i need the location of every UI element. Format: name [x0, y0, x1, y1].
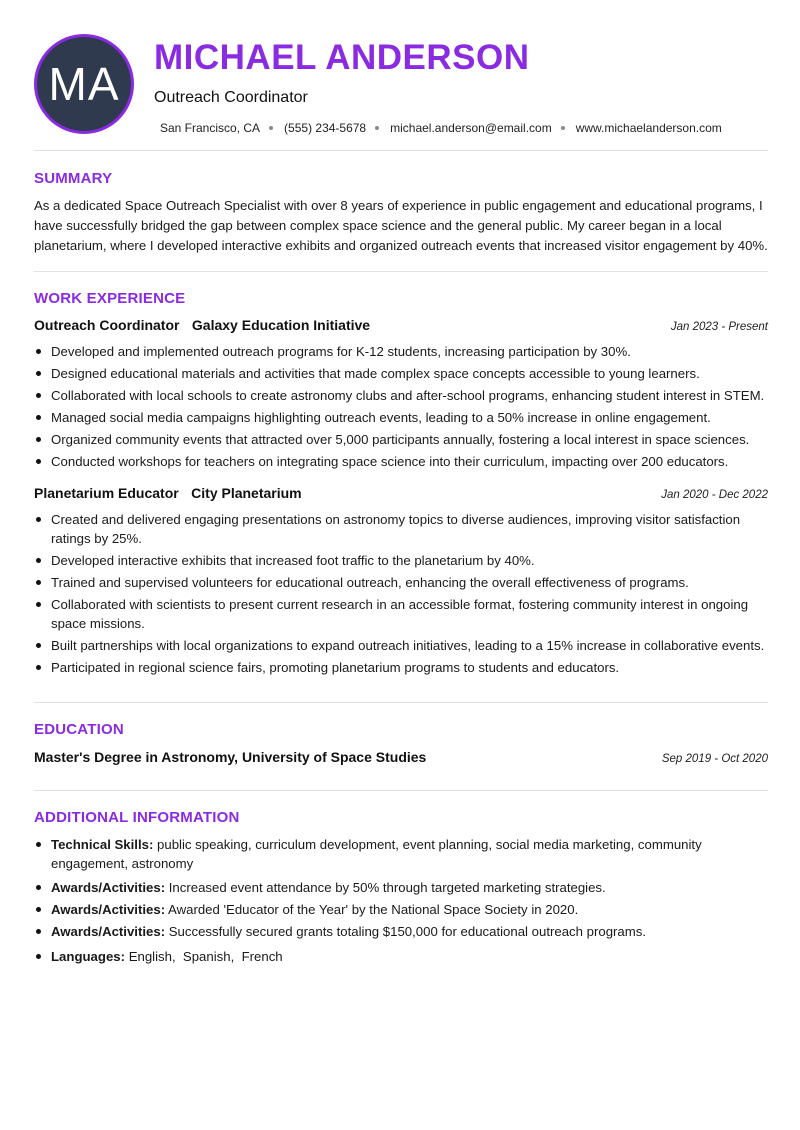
avatar [34, 34, 134, 134]
contact-location: San Francisco, CA [160, 121, 261, 135]
info-value: Awarded 'Educator of the Year' by the National Space Society in 2020. [168, 902, 579, 917]
bullet-icon [36, 371, 41, 376]
separator-dot [561, 126, 565, 130]
summary-section [34, 151, 768, 256]
summary-text: As a dedicated Space Outreach Specialist with over 8 years of experience in public engagement and educational programs, I have successfully bridged the gap between complex space science and the general public. My career began in a local planetarium, where I developed interactive exhibits and organized outreach events that increased visitor engagement by 40%. [34, 198, 768, 253]
bullet-text: Collaborated with scientists to present current research in an accessible format, fostering community interest in ongoing space missions. [51, 597, 749, 631]
contact-info [160, 121, 722, 135]
experience-section [34, 272, 768, 677]
education-section [34, 703, 768, 765]
job-header [34, 317, 768, 335]
job-dates: Jan 2020 - Dec 2022 [661, 489, 768, 501]
section-title-experience: WORK EXPERIENCE [34, 290, 186, 307]
list-item [34, 430, 768, 449]
info-key: Awards/Activities: [51, 880, 166, 895]
bullet-icon [36, 842, 41, 847]
section-title-summary: SUMMARY [34, 170, 113, 187]
job-entry [34, 485, 768, 677]
info-key: Awards/Activities: [51, 902, 166, 917]
bullet-icon [36, 602, 41, 607]
list-item [34, 947, 768, 966]
job-company: Galaxy Education Initiative [191, 317, 371, 333]
list-item [34, 573, 768, 592]
bullet-text: Designed educational materials and activities that made complex space concepts accessible to young learners. [51, 366, 700, 381]
bullet-icon [36, 954, 41, 959]
additional-list [34, 835, 768, 966]
contact-email[interactable]: michael.anderson@email.com [390, 121, 552, 135]
candidate-name: MICHAEL ANDERSON [154, 38, 530, 77]
bullet-icon [36, 907, 41, 912]
bullet-icon [36, 459, 41, 464]
job-bullets [34, 510, 768, 677]
bullet-text: Organized community events that attracted over 5,000 participants annually, fostering a local interest in space sciences. [51, 432, 750, 447]
info-value: Increased event attendance by 50% through targeted marketing strategies. [168, 880, 606, 895]
list-item [34, 636, 768, 655]
list-item [34, 386, 768, 405]
resume-page [34, 0, 768, 966]
list-item [34, 342, 768, 361]
bullet-text: Collaborated with local schools to create astronomy clubs and after-school programs, enhancing student interest in STEM. [51, 388, 765, 403]
list-item [34, 658, 768, 677]
info-key: Languages: [51, 949, 126, 964]
list-item [34, 364, 768, 383]
info-value: English, Spanish, French [128, 949, 283, 964]
bullet-icon [36, 929, 41, 934]
separator-dot [269, 126, 273, 130]
info-key: Awards/Activities: [51, 924, 166, 939]
bullet-text: Developed interactive exhibits that increased foot traffic to the planetarium by 40%. [51, 553, 535, 568]
avatar-initials: MA [48, 58, 120, 110]
education-dates: Sep 2019 - Oct 2020 [661, 753, 768, 765]
separator-dot [375, 126, 379, 130]
contact-phone: (555) 234-5678 [284, 121, 367, 135]
bullet-icon [36, 349, 41, 354]
bullet-icon [36, 665, 41, 670]
list-item [34, 452, 768, 471]
education-degree: Master's Degree in Astronomy, University of Space Studies [34, 749, 427, 765]
info-value: Successfully secured grants totaling $150,000 for educational outreach programs. [168, 924, 646, 939]
education-entry [34, 749, 768, 765]
bullet-text: Built partnerships with local organizations to expand outreach initiatives, leading to a 15% increase in collaborative events. [51, 638, 765, 653]
job-header [34, 485, 768, 503]
job-role: Planetarium Educator [34, 485, 179, 501]
job-company: City Planetarium [191, 485, 302, 501]
bullet-icon [36, 558, 41, 563]
bullet-icon [36, 885, 41, 890]
bullet-text: Created and delivered engaging presentations on astronomy topics to diverse audiences, improving visitor satisfaction ratings by 25%. [51, 512, 741, 546]
info-key: Technical Skills: [51, 837, 154, 852]
list-item [34, 551, 768, 570]
bullet-text: Developed and implemented outreach programs for K-12 students, increasing participation by 30%. [51, 344, 631, 359]
list-item [34, 595, 768, 633]
resume-header [34, 0, 768, 150]
contact-website[interactable]: www.michaelanderson.com [575, 121, 722, 135]
additional-section [34, 791, 768, 966]
job-dates: Jan 2023 - Present [670, 321, 768, 333]
list-item [34, 835, 768, 873]
candidate-title: Outreach Coordinator [154, 89, 308, 106]
bullet-icon [36, 415, 41, 420]
bullet-icon [36, 393, 41, 398]
bullet-text: Conducted workshops for teachers on integrating space science into their curriculum, impacting over 200 educators. [51, 454, 729, 469]
bullet-icon [36, 517, 41, 522]
job-bullets [34, 342, 768, 471]
bullet-icon [36, 580, 41, 585]
list-item [34, 510, 768, 548]
bullet-text: Managed social media campaigns highlighting outreach events, leading to a 50% increase in online engagement. [51, 410, 711, 425]
section-title-education: EDUCATION [34, 721, 124, 738]
list-item [34, 922, 768, 941]
list-item [34, 408, 768, 427]
job-role: Outreach Coordinator [34, 317, 180, 333]
bullet-icon [36, 643, 41, 648]
bullet-text: Participated in regional science fairs, promoting planetarium programs to students and educators. [51, 660, 620, 675]
section-title-additional: ADDITIONAL INFORMATION [34, 809, 240, 826]
info-value: public speaking, curriculum development, event planning, social media marketing, community engagement, astronomy [51, 837, 702, 871]
list-item [34, 900, 768, 919]
job-entry [34, 317, 768, 471]
list-item [34, 878, 768, 897]
bullet-text: Trained and supervised volunteers for educational outreach, enhancing the overall effectiveness of programs. [51, 575, 689, 590]
bullet-icon [36, 437, 41, 442]
